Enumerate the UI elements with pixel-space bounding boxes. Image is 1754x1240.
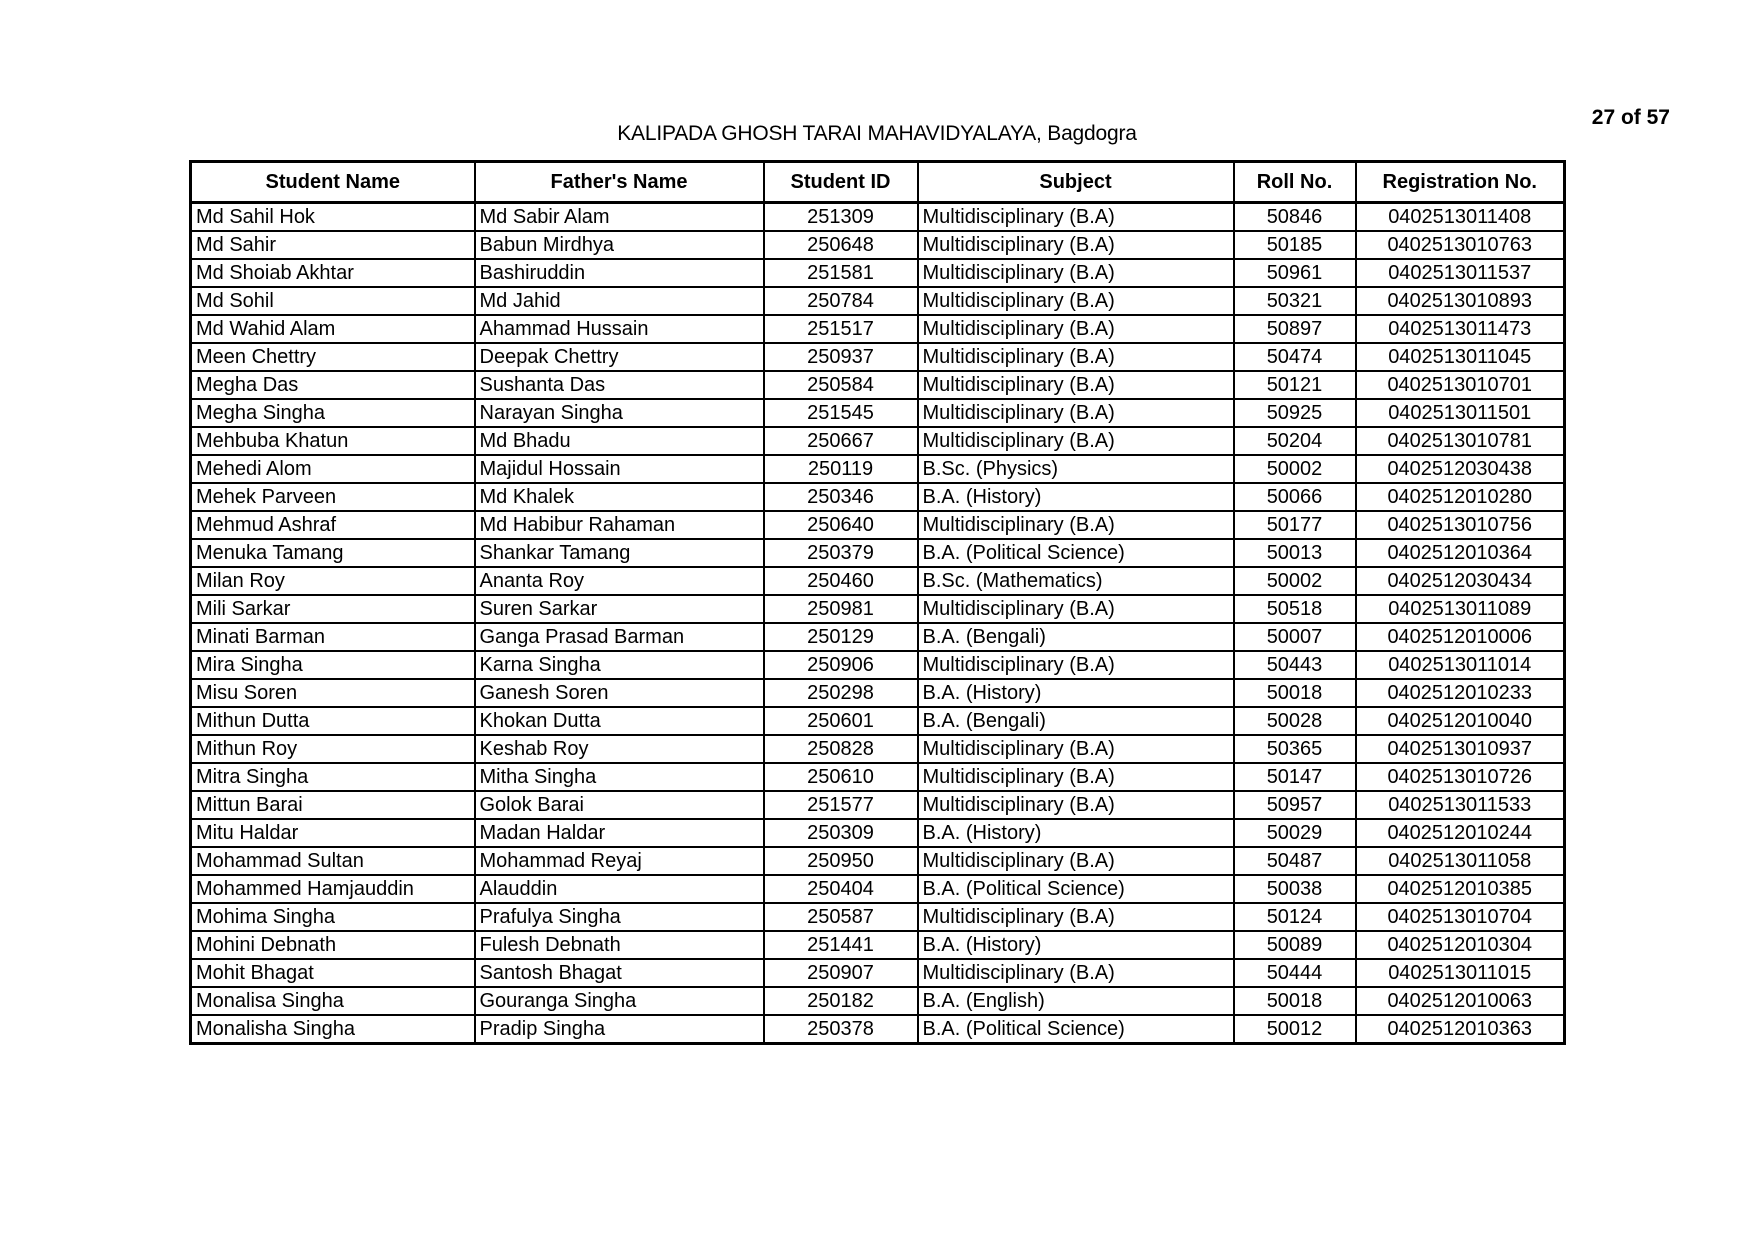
header-roll-no: Roll No. xyxy=(1234,162,1356,203)
cell-student-id: 250119 xyxy=(764,455,918,483)
cell-student-name: Mithun Dutta xyxy=(191,707,475,735)
cell-student-name: Mehbuba Khatun xyxy=(191,427,475,455)
table-row xyxy=(191,343,1565,371)
cell-subject: Multidisciplinary (B.A) xyxy=(918,203,1234,232)
cell-registration-no: 0402513011501 xyxy=(1356,399,1565,427)
cell-fathers-name: Bashiruddin xyxy=(475,259,764,287)
cell-roll-no: 50925 xyxy=(1234,399,1356,427)
cell-subject: Multidisciplinary (B.A) xyxy=(918,791,1234,819)
cell-student-name: Monalisa Singha xyxy=(191,987,475,1015)
cell-registration-no: 0402512010040 xyxy=(1356,707,1565,735)
table-row xyxy=(191,231,1565,259)
cell-student-name: Md Sahil Hok xyxy=(191,203,475,232)
cell-roll-no: 50089 xyxy=(1234,931,1356,959)
table-body xyxy=(191,203,1565,1044)
cell-student-name: Mili Sarkar xyxy=(191,595,475,623)
cell-roll-no: 50066 xyxy=(1234,483,1356,511)
table-row xyxy=(191,931,1565,959)
cell-student-id: 250379 xyxy=(764,539,918,567)
cell-student-id: 251581 xyxy=(764,259,918,287)
cell-student-id: 250460 xyxy=(764,567,918,595)
cell-student-name: Mohit Bhagat xyxy=(191,959,475,987)
cell-student-id: 250346 xyxy=(764,483,918,511)
cell-fathers-name: Fulesh Debnath xyxy=(475,931,764,959)
cell-student-id: 250950 xyxy=(764,847,918,875)
table-row xyxy=(191,959,1565,987)
cell-student-id: 250129 xyxy=(764,623,918,651)
cell-subject: B.Sc. (Physics) xyxy=(918,455,1234,483)
cell-registration-no: 0402513010756 xyxy=(1356,511,1565,539)
table-row xyxy=(191,707,1565,735)
header-subject: Subject xyxy=(918,162,1234,203)
cell-subject: B.A. (Political Science) xyxy=(918,539,1234,567)
cell-registration-no: 0402512030434 xyxy=(1356,567,1565,595)
cell-roll-no: 50002 xyxy=(1234,455,1356,483)
cell-subject: Multidisciplinary (B.A) xyxy=(918,287,1234,315)
table-row xyxy=(191,847,1565,875)
cell-student-name: Monalisha Singha xyxy=(191,1015,475,1044)
cell-subject: Multidisciplinary (B.A) xyxy=(918,399,1234,427)
cell-subject: B.A. (Bengali) xyxy=(918,623,1234,651)
cell-student-id: 250404 xyxy=(764,875,918,903)
header-student-name: Student Name xyxy=(191,162,475,203)
cell-subject: Multidisciplinary (B.A) xyxy=(918,763,1234,791)
cell-registration-no: 0402513011537 xyxy=(1356,259,1565,287)
cell-student-name: Mohini Debnath xyxy=(191,931,475,959)
cell-student-name: Md Shoiab Akhtar xyxy=(191,259,475,287)
table-row xyxy=(191,623,1565,651)
cell-roll-no: 50007 xyxy=(1234,623,1356,651)
cell-roll-no: 50018 xyxy=(1234,679,1356,707)
cell-student-id: 250298 xyxy=(764,679,918,707)
cell-fathers-name: Ahammad Hussain xyxy=(475,315,764,343)
cell-roll-no: 50185 xyxy=(1234,231,1356,259)
table-row xyxy=(191,651,1565,679)
table-row xyxy=(191,791,1565,819)
table-row xyxy=(191,567,1565,595)
cell-fathers-name: Ganga Prasad Barman xyxy=(475,623,764,651)
cell-fathers-name: Ananta Roy xyxy=(475,567,764,595)
page-number: 27 of 57 xyxy=(1591,106,1670,129)
cell-subject: Multidisciplinary (B.A) xyxy=(918,959,1234,987)
cell-roll-no: 50013 xyxy=(1234,539,1356,567)
cell-fathers-name: Ganesh Soren xyxy=(475,679,764,707)
cell-student-id: 250587 xyxy=(764,903,918,931)
table-header xyxy=(191,162,1565,203)
cell-roll-no: 50961 xyxy=(1234,259,1356,287)
table-row xyxy=(191,1015,1565,1044)
cell-subject: Multidisciplinary (B.A) xyxy=(918,231,1234,259)
cell-student-id: 250309 xyxy=(764,819,918,847)
cell-roll-no: 50177 xyxy=(1234,511,1356,539)
cell-fathers-name: Keshab Roy xyxy=(475,735,764,763)
cell-student-id: 250610 xyxy=(764,763,918,791)
cell-roll-no: 50029 xyxy=(1234,819,1356,847)
cell-fathers-name: Majidul Hossain xyxy=(475,455,764,483)
cell-subject: Multidisciplinary (B.A) xyxy=(918,847,1234,875)
cell-roll-no: 50018 xyxy=(1234,987,1356,1015)
cell-registration-no: 0402513010704 xyxy=(1356,903,1565,931)
cell-registration-no: 0402513011533 xyxy=(1356,791,1565,819)
cell-student-name: Mehedi Alom xyxy=(191,455,475,483)
cell-fathers-name: Narayan Singha xyxy=(475,399,764,427)
table-row xyxy=(191,511,1565,539)
table-row xyxy=(191,763,1565,791)
cell-roll-no: 50957 xyxy=(1234,791,1356,819)
cell-student-id: 251309 xyxy=(764,203,918,232)
cell-registration-no: 0402512010233 xyxy=(1356,679,1565,707)
cell-student-id: 250378 xyxy=(764,1015,918,1044)
cell-registration-no: 0402513010781 xyxy=(1356,427,1565,455)
cell-registration-no: 0402512010063 xyxy=(1356,987,1565,1015)
cell-student-name: Megha Das xyxy=(191,371,475,399)
cell-registration-no: 0402513011045 xyxy=(1356,343,1565,371)
cell-subject: B.A. (Political Science) xyxy=(918,875,1234,903)
cell-fathers-name: Santosh Bhagat xyxy=(475,959,764,987)
cell-fathers-name: Gouranga Singha xyxy=(475,987,764,1015)
cell-student-name: Minati Barman xyxy=(191,623,475,651)
cell-student-name: Mohima Singha xyxy=(191,903,475,931)
cell-roll-no: 50487 xyxy=(1234,847,1356,875)
cell-student-id: 250648 xyxy=(764,231,918,259)
student-roster-table xyxy=(189,160,1566,1045)
cell-subject: Multidisciplinary (B.A) xyxy=(918,651,1234,679)
cell-student-name: Megha Singha xyxy=(191,399,475,427)
cell-fathers-name: Md Sabir Alam xyxy=(475,203,764,232)
cell-fathers-name: Md Khalek xyxy=(475,483,764,511)
cell-student-name: Mitra Singha xyxy=(191,763,475,791)
table-row xyxy=(191,315,1565,343)
cell-student-id: 251545 xyxy=(764,399,918,427)
table-row xyxy=(191,735,1565,763)
cell-roll-no: 50443 xyxy=(1234,651,1356,679)
cell-registration-no: 0402512030438 xyxy=(1356,455,1565,483)
cell-fathers-name: Md Jahid xyxy=(475,287,764,315)
cell-student-id: 250906 xyxy=(764,651,918,679)
cell-student-id: 250640 xyxy=(764,511,918,539)
table-row xyxy=(191,875,1565,903)
cell-student-name: Mittun Barai xyxy=(191,791,475,819)
cell-registration-no: 0402513011473 xyxy=(1356,315,1565,343)
cell-roll-no: 50124 xyxy=(1234,903,1356,931)
cell-student-name: Mohammad Sultan xyxy=(191,847,475,875)
table-row xyxy=(191,287,1565,315)
cell-roll-no: 50012 xyxy=(1234,1015,1356,1044)
cell-fathers-name: Mitha Singha xyxy=(475,763,764,791)
cell-fathers-name: Karna Singha xyxy=(475,651,764,679)
cell-subject: B.A. (History) xyxy=(918,679,1234,707)
cell-student-name: Md Sahir xyxy=(191,231,475,259)
cell-student-id: 250937 xyxy=(764,343,918,371)
cell-roll-no: 50121 xyxy=(1234,371,1356,399)
cell-registration-no: 0402512010280 xyxy=(1356,483,1565,511)
cell-student-id: 250784 xyxy=(764,287,918,315)
cell-student-name: Meen Chettry xyxy=(191,343,475,371)
table-row xyxy=(191,903,1565,931)
cell-student-id: 250667 xyxy=(764,427,918,455)
cell-fathers-name: Md Bhadu xyxy=(475,427,764,455)
cell-subject: B.A. (History) xyxy=(918,819,1234,847)
cell-registration-no: 0402513011058 xyxy=(1356,847,1565,875)
cell-registration-no: 0402513010726 xyxy=(1356,763,1565,791)
page-title: KALIPADA GHOSH TARAI MAHAVIDYALAYA, Bagdogra xyxy=(617,122,1137,145)
cell-fathers-name: Pradip Singha xyxy=(475,1015,764,1044)
cell-registration-no: 0402513010763 xyxy=(1356,231,1565,259)
cell-subject: Multidisciplinary (B.A) xyxy=(918,427,1234,455)
cell-roll-no: 50518 xyxy=(1234,595,1356,623)
cell-roll-no: 50474 xyxy=(1234,343,1356,371)
cell-fathers-name: Babun Mirdhya xyxy=(475,231,764,259)
cell-registration-no: 0402512010304 xyxy=(1356,931,1565,959)
cell-registration-no: 0402512010385 xyxy=(1356,875,1565,903)
cell-student-name: Md Wahid Alam xyxy=(191,315,475,343)
table-row xyxy=(191,539,1565,567)
cell-subject: B.Sc. (Mathematics) xyxy=(918,567,1234,595)
cell-registration-no: 0402513010937 xyxy=(1356,735,1565,763)
cell-student-name: Mohammed Hamjauddin xyxy=(191,875,475,903)
cell-student-name: Milan Roy xyxy=(191,567,475,595)
cell-registration-no: 0402513011089 xyxy=(1356,595,1565,623)
cell-student-name: Md Sohil xyxy=(191,287,475,315)
cell-roll-no: 50897 xyxy=(1234,315,1356,343)
cell-student-name: Mehek Parveen xyxy=(191,483,475,511)
table-row xyxy=(191,455,1565,483)
cell-fathers-name: Shankar Tamang xyxy=(475,539,764,567)
cell-student-name: Mitu Haldar xyxy=(191,819,475,847)
cell-roll-no: 50147 xyxy=(1234,763,1356,791)
cell-subject: Multidisciplinary (B.A) xyxy=(918,595,1234,623)
cell-student-id: 251441 xyxy=(764,931,918,959)
cell-roll-no: 50038 xyxy=(1234,875,1356,903)
cell-fathers-name: Md Habibur Rahaman xyxy=(475,511,764,539)
cell-fathers-name: Alauddin xyxy=(475,875,764,903)
cell-subject: B.A. (English) xyxy=(918,987,1234,1015)
cell-subject: Multidisciplinary (B.A) xyxy=(918,259,1234,287)
cell-fathers-name: Suren Sarkar xyxy=(475,595,764,623)
cell-student-name: Mithun Roy xyxy=(191,735,475,763)
cell-subject: B.A. (Political Science) xyxy=(918,1015,1234,1044)
cell-student-id: 250981 xyxy=(764,595,918,623)
cell-subject: B.A. (History) xyxy=(918,931,1234,959)
cell-roll-no: 50204 xyxy=(1234,427,1356,455)
cell-fathers-name: Madan Haldar xyxy=(475,819,764,847)
cell-student-id: 251577 xyxy=(764,791,918,819)
cell-student-id: 250182 xyxy=(764,987,918,1015)
table-row xyxy=(191,679,1565,707)
table-row xyxy=(191,203,1565,232)
cell-roll-no: 50365 xyxy=(1234,735,1356,763)
table-row xyxy=(191,595,1565,623)
cell-subject: Multidisciplinary (B.A) xyxy=(918,371,1234,399)
cell-student-id: 251517 xyxy=(764,315,918,343)
cell-registration-no: 0402512010363 xyxy=(1356,1015,1565,1044)
cell-subject: Multidisciplinary (B.A) xyxy=(918,903,1234,931)
cell-registration-no: 0402513011408 xyxy=(1356,203,1565,232)
cell-roll-no: 50444 xyxy=(1234,959,1356,987)
header-fathers-name: Father's Name xyxy=(475,162,764,203)
cell-roll-no: 50002 xyxy=(1234,567,1356,595)
table-row xyxy=(191,399,1565,427)
cell-roll-no: 50028 xyxy=(1234,707,1356,735)
cell-student-id: 250584 xyxy=(764,371,918,399)
cell-fathers-name: Khokan Dutta xyxy=(475,707,764,735)
cell-fathers-name: Prafulya Singha xyxy=(475,903,764,931)
table-row xyxy=(191,987,1565,1015)
cell-subject: Multidisciplinary (B.A) xyxy=(918,315,1234,343)
table-row xyxy=(191,427,1565,455)
cell-subject: Multidisciplinary (B.A) xyxy=(918,343,1234,371)
cell-fathers-name: Golok Barai xyxy=(475,791,764,819)
header-registration-no: Registration No. xyxy=(1356,162,1565,203)
table-row xyxy=(191,819,1565,847)
cell-registration-no: 0402513011015 xyxy=(1356,959,1565,987)
table-row xyxy=(191,483,1565,511)
cell-fathers-name: Deepak Chettry xyxy=(475,343,764,371)
cell-registration-no: 0402512010364 xyxy=(1356,539,1565,567)
cell-roll-no: 50321 xyxy=(1234,287,1356,315)
table-row xyxy=(191,259,1565,287)
cell-registration-no: 0402512010244 xyxy=(1356,819,1565,847)
cell-student-name: Mira Singha xyxy=(191,651,475,679)
table-row xyxy=(191,371,1565,399)
cell-registration-no: 0402513010701 xyxy=(1356,371,1565,399)
cell-roll-no: 50846 xyxy=(1234,203,1356,232)
cell-student-id: 250907 xyxy=(764,959,918,987)
cell-student-name: Misu Soren xyxy=(191,679,475,707)
cell-subject: Multidisciplinary (B.A) xyxy=(918,511,1234,539)
cell-subject: B.A. (Bengali) xyxy=(918,707,1234,735)
cell-student-name: Mehmud Ashraf xyxy=(191,511,475,539)
cell-subject: Multidisciplinary (B.A) xyxy=(918,735,1234,763)
cell-registration-no: 0402513010893 xyxy=(1356,287,1565,315)
cell-student-id: 250601 xyxy=(764,707,918,735)
header-row xyxy=(191,162,1565,203)
cell-fathers-name: Sushanta Das xyxy=(475,371,764,399)
cell-student-id: 250828 xyxy=(764,735,918,763)
header-student-id: Student ID xyxy=(764,162,918,203)
cell-subject: B.A. (History) xyxy=(918,483,1234,511)
cell-registration-no: 0402513011014 xyxy=(1356,651,1565,679)
cell-fathers-name: Mohammad Reyaj xyxy=(475,847,764,875)
cell-student-name: Menuka Tamang xyxy=(191,539,475,567)
cell-registration-no: 0402512010006 xyxy=(1356,623,1565,651)
